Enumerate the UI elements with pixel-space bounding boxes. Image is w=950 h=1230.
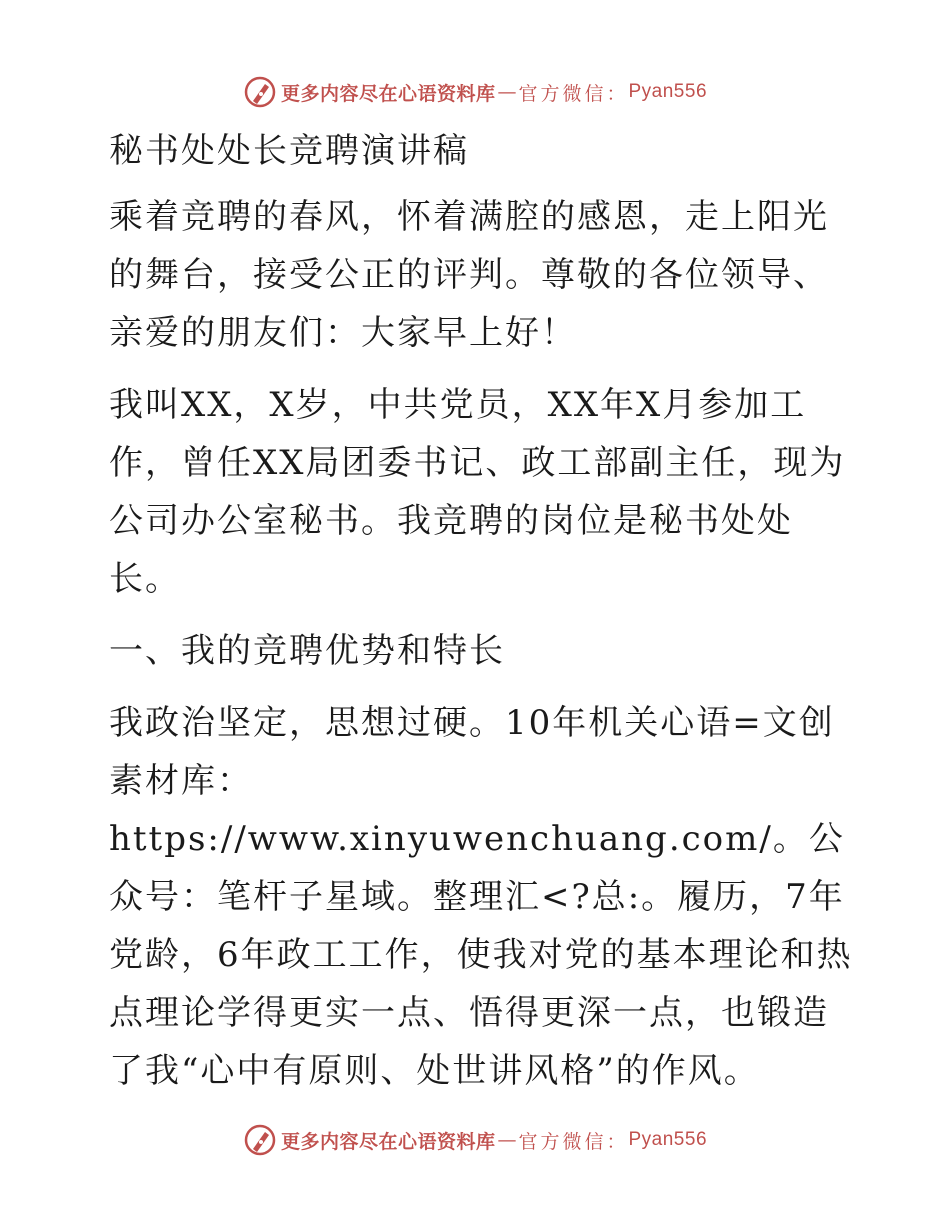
watermark-dash: — [497,1129,517,1151]
paragraph-greeting: 乘着竞聘的春风，怀着满腔的感恩，走上阳光的舞台，接受公正的评判。尊敬的各位领导、亲爱的朋友们：大家早上好！ [109,197,829,353]
watermark-wechat-id: Pyan556 [628,1129,708,1150]
header-watermark [0,72,950,112]
watermark-main-text: 更多内容尽在心语资料库 [280,1130,496,1153]
pen-nib-logo-icon [243,1123,277,1157]
section-heading: 一、我的竞聘优势和特长 [109,631,505,671]
document-title: 秘书处处长竞聘演讲稿 [109,131,469,171]
watermark-main-text: 更多内容尽在心语资料库 [280,82,496,105]
footer-watermark [0,1120,950,1160]
watermark-wechat-label: 官方微信： [518,1130,629,1153]
watermark-wechat-label: 官方微信： [518,82,629,105]
document-body [97,122,857,1114]
paragraph-advantages: 我政治坚定，思想过硬。10年机关心语=文创素材库：https://www.xinyuwenchuang.com/。公众号：笔杆子星域。整理汇<?总:。履历，7年党龄，6年政工工作，使我对党的基本理论和热点理论学得更实一点、悟得更深一点，也锻造了我“心中有原则、处世讲风格”的作风。 [109,703,853,1091]
paragraph-introduction: 我叫XX，X岁，中共党员，XX年X月参加工作，曾任XX局团委书记、政工部副主任，现为公司办公室秘书。我竞聘的岗位是秘书处处长。 [109,385,846,599]
watermark-dash: — [497,81,517,103]
watermark-wechat-id: Pyan556 [628,81,708,102]
pen-nib-logo-icon [243,75,277,109]
